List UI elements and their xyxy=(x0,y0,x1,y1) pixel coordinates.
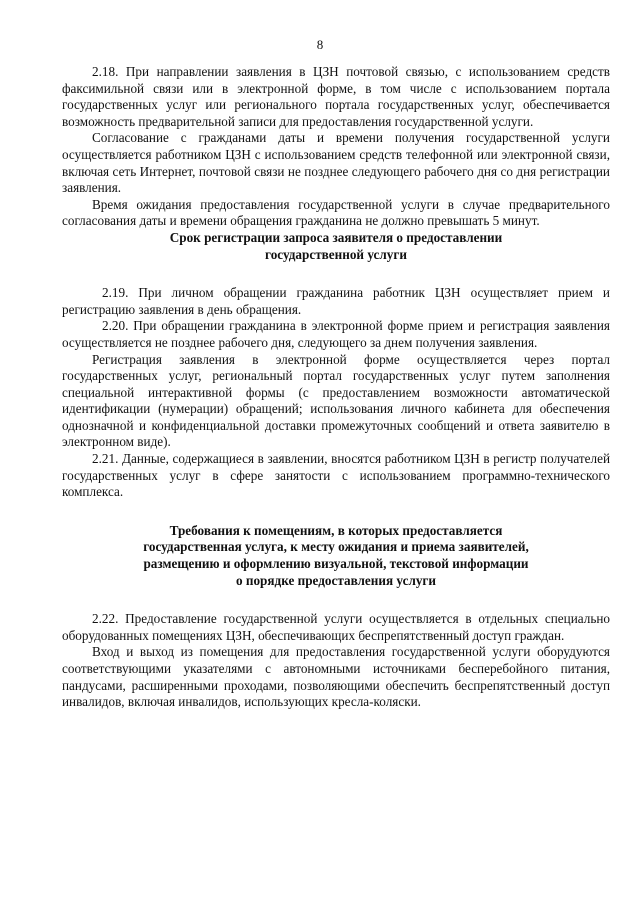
paragraph-electronic-registration: Регистрация заявления в электронной форме осуществляется через портал государственных услуг, региональный портал государственных услуг путем заполнения специальной интерактивной формы (с предоставлением возможности автоматической идентификации (нумерации) обращений; использования личного кабинета для обеспечения однозначной и конфиденциальной доставки промежуточных сообщений и ответа заявителю в электронном виде). xyxy=(62,351,610,450)
section-heading-premises-line-2: государственная услуга, к месту ожидания и приема заявителей, xyxy=(143,539,529,555)
section-heading-registration-line-1: Срок регистрации запроса заявителя о предоставлении xyxy=(169,229,503,245)
section-heading-premises-line-4: о порядке предоставления услуги xyxy=(235,572,437,588)
paragraph-2-22: 2.22. Предоставление государственной услуги осуществляется в отдельных специально оборудованных помещениях ЦЗН, обеспечивающих беспрепятственный доступ граждан. xyxy=(62,611,610,643)
paragraph-waiting-time: Время ожидания предоставления государственной услуги в случае предварительного согласования даты и времени обращения гражданина не должно превышать 5 минут. xyxy=(62,196,610,229)
paragraph-2-18: 2.18. При направлении заявления в ЦЗН почтовой связью, с использованием средств факсимильной связи или в электронной форме, в том числе с использованием портала государственных услуг или регионального портала государственных услуг, обеспечивается возможность предварительной записи для предоставления государственной услуги. xyxy=(62,64,610,129)
paragraph-entrance-exit: Вход и выход из помещения для предоставления государственной услуги оборудуются соответствующими указателями с автономными источниками бесперебойного питания, пандусами, расширенными проходами, позволяющими обеспечить беспрепятственный доступ инвалидов, включая инвалидов, использующих кресла-коляски. xyxy=(62,644,610,710)
page-number: 8 xyxy=(316,37,324,52)
spacer xyxy=(62,501,610,523)
paragraph-2-20: 2.20. При обращении гражданина в электронной форме прием и регистрация заявления осуществляется не позднее рабочего дня, следующего за днем получения заявления. xyxy=(62,318,610,350)
paragraph-2-19: 2.19. При личном обращении гражданина работник ЦЗН осуществляет прием и регистрацию заявления в день обращения. xyxy=(62,285,610,317)
document-body xyxy=(62,64,610,711)
spacer xyxy=(62,263,610,285)
section-heading-registration-line-2: государственной услуги xyxy=(265,246,407,262)
section-heading-premises-line-3: размещению и оформлению визуальной, текстовой информации xyxy=(143,556,529,572)
paragraph-2-21: 2.21. Данные, содержащиеся в заявлении, вносятся работником ЦЗН в регистр получателей государственных услуг в сфере занятости с использованием программно-технического комплекса. xyxy=(62,451,610,500)
paragraph-agreement: Согласование с гражданами даты и времени получения государственной услуги осуществляется работником ЦЗН с использованием средств телефонной или электронной связи, включая сеть Интернет, почтовой связи не позднее следующего рабочего дня со дня регистрации заявления. xyxy=(62,130,610,196)
spacer xyxy=(62,589,610,611)
section-heading-premises-line-1: Требования к помещениям, в которых предоставляется xyxy=(169,522,503,538)
